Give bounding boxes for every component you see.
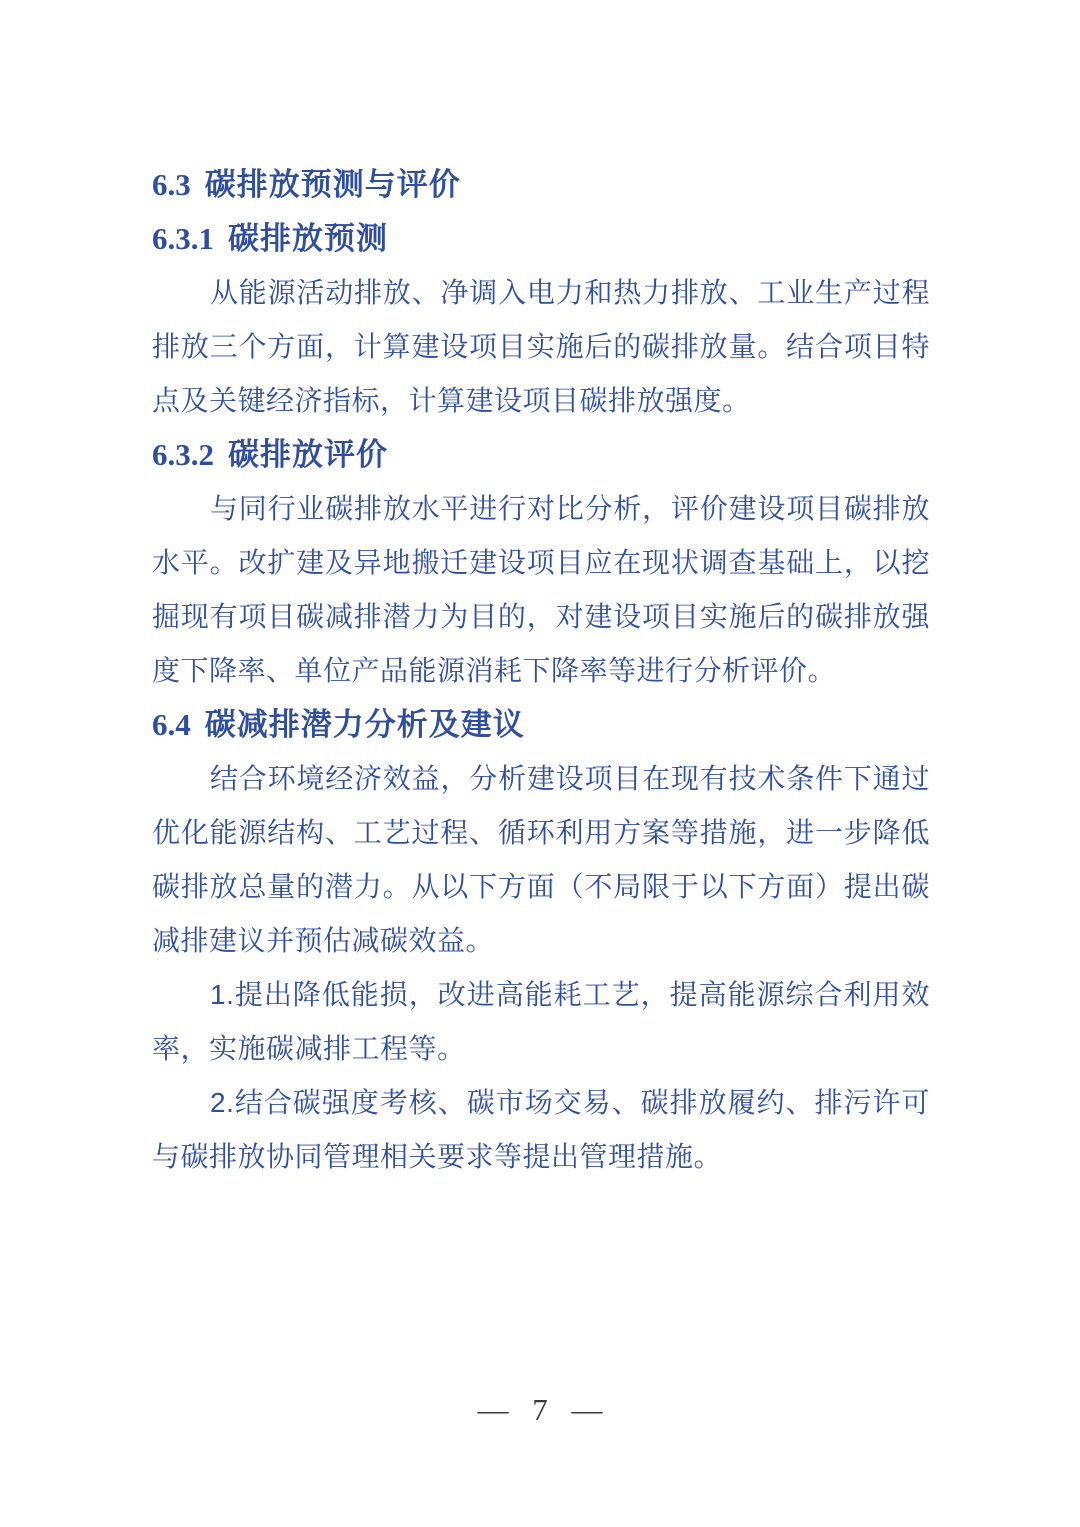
section-title: 碳减排潜力分析及建议: [204, 707, 525, 742]
section-number: 6.3.2: [152, 437, 214, 472]
text-line: 排放三个方面，计算建设项目实施后的碳排放量。结合项目特: [152, 331, 930, 362]
section-number: 6.3.1: [152, 221, 214, 256]
section-heading-6-4: [152, 698, 930, 752]
page-number: — 7 —: [477, 1392, 603, 1427]
document-body: [152, 158, 930, 1184]
section-heading-6-3-2: [152, 428, 930, 482]
text-line: 碳排放总量的潜力。从以下方面（不局限于以下方面）提出碳: [152, 871, 930, 902]
section-number: 6.4: [152, 707, 191, 742]
text-line: 优化能源结构、工艺过程、循环利用方案等措施，进一步降低: [152, 817, 930, 848]
text-line: 点及关键经济指标，计算建设项目碳排放强度。: [152, 385, 751, 416]
list-item-2-line: 2.结合碳强度考核、碳市场交易、碳排放履约、排污许可: [210, 1087, 930, 1118]
text-line: 度下降率、单位产品能源消耗下降率等进行分析评价。: [152, 655, 837, 686]
text-line: 与同行业碳排放水平进行对比分析，评价建设项目碳排放: [210, 493, 930, 524]
list-item-2-line: 与碳排放协同管理相关要求等提出管理措施。: [152, 1141, 723, 1172]
text-line: 结合环境经济效益，分析建设项目在现有技术条件下通过: [210, 763, 930, 794]
section-heading-6-3: [152, 158, 930, 212]
section-title: 碳排放评价: [228, 437, 388, 472]
text-line: 减排建议并预估减碳效益。: [152, 925, 495, 956]
list-item-1-line: 1.提出降低能损，改进高能耗工艺，提高能源综合利用效: [210, 979, 930, 1010]
section-title: 碳排放预测: [228, 221, 388, 256]
section-heading-6-3-1: [152, 212, 930, 266]
text-line: 从能源活动排放、净调入电力和热力排放、工业生产过程: [210, 277, 930, 308]
text-line: 掘现有项目碳减排潜力为目的，对建设项目实施后的碳排放强: [152, 601, 930, 632]
section-title: 碳排放预测与评价: [204, 167, 461, 202]
section-number: 6.3: [152, 167, 191, 202]
list-item-1-line: 率，实施碳减排工程等。: [152, 1033, 466, 1064]
text-line: 水平。改扩建及异地搬迁建设项目应在现状调查基础上，以挖: [152, 547, 930, 578]
